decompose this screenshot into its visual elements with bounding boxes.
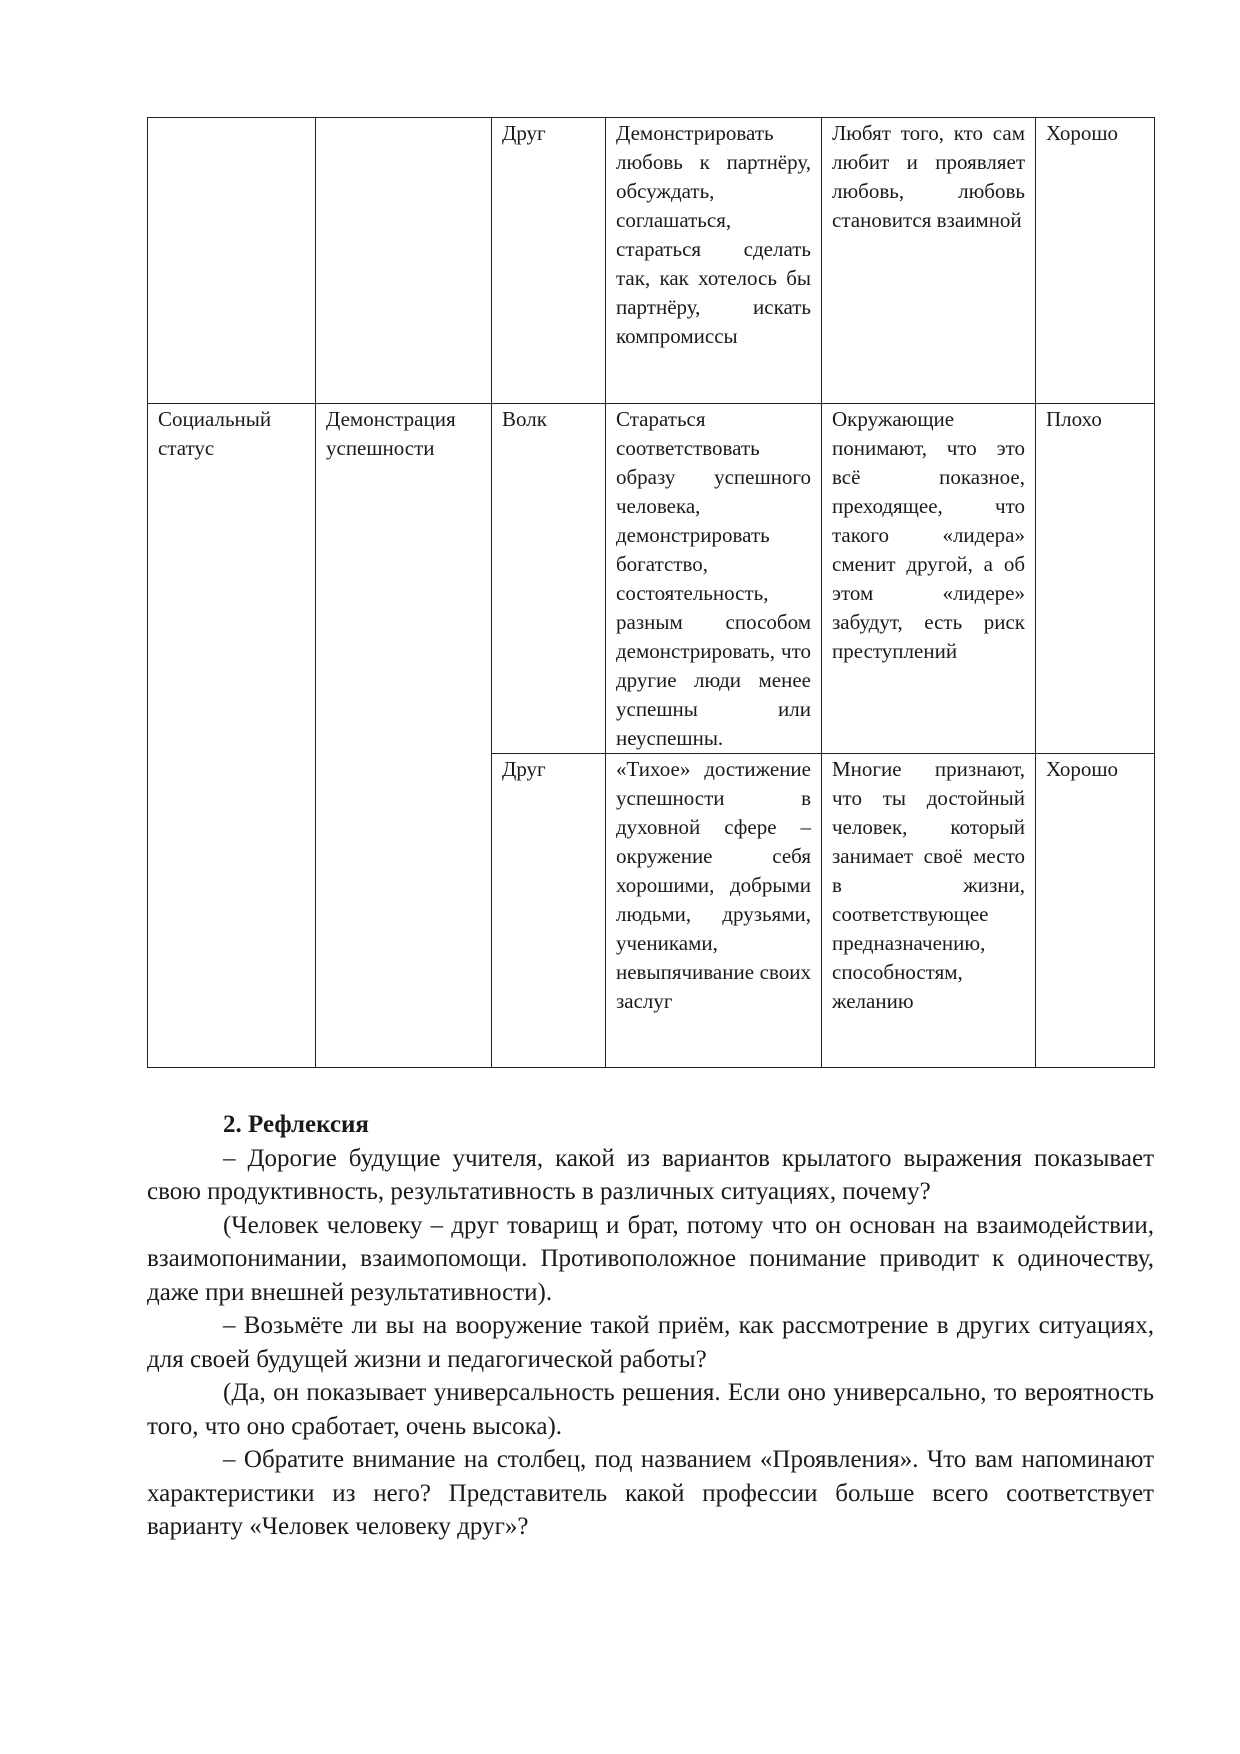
table-cell-result: Любят того, кто сам любит и проявляет любовь, любовь становится взаимной — [822, 118, 1036, 404]
section-heading: 2. Рефлексия — [223, 1111, 369, 1138]
paragraph: – Дорогие будущие учителя, какой из вариантов крылатого выражения показывает свою продуктивность, результативность в различных ситуациях, почему? — [147, 1144, 1154, 1205]
table-cell-sphere — [148, 118, 316, 404]
table-cell-assessment: Хорошо — [1036, 754, 1155, 1068]
table-cell-manifestation: Демонстрировать любовь к партнёру, обсуждать, соглашаться, стараться сделать так, как хотелось бы партнёру, искать компромиссы — [606, 118, 822, 404]
table-cell-assessment: Плохо — [1036, 404, 1155, 754]
table-cell-manifestation: Стараться соответствовать образу успешного человека, демонстрировать богатство, состоятельность, разным способом демонстрировать, что другие люди менее успешны или неуспешны. — [606, 404, 822, 754]
behavior-table — [147, 117, 1155, 1068]
table-row — [148, 404, 1155, 754]
table-cell-assessment: Хорошо — [1036, 118, 1155, 404]
reflexion-section — [147, 1108, 1154, 1544]
table-cell-result: Окружающие понимают, что это всё показное, преходящее, что такого «лидера» сменит другой, а об этом «лидере» забудут, есть риск преступлений — [822, 404, 1036, 754]
table-cell-goal — [316, 118, 492, 404]
table-cell-type: Друг — [492, 118, 606, 404]
table-row — [148, 118, 1155, 404]
paragraph: – Обратите внимание на столбец, под названием «Проявления». Что вам напоминают характеристики из него? Представитель какой профессии больше всего соответствует варианту «Человек человеку друг»? — [147, 1446, 1154, 1540]
table-cell-type: Волк — [492, 404, 606, 754]
paragraph: – Возьмёте ли вы на вооружение такой приём, как рассмотрение в других ситуациях, для своей будущей жизни и педагогической работы? — [147, 1312, 1154, 1373]
table-cell-type: Друг — [492, 754, 606, 1068]
table-cell-sphere: Социальный статус — [148, 404, 316, 1068]
table-cell-result: Многие признают, что ты достойный человек, который занимает своё место в жизни, соответствующее предназначению, способностям, желанию — [822, 754, 1036, 1068]
paragraph: (Да, он показывает универсальность решения. Если оно универсально, то вероятность того, что оно сработает, очень высока). — [147, 1379, 1154, 1440]
table-cell-goal: Демонстрация успешности — [316, 404, 492, 1068]
table-cell-manifestation: «Тихое» достижение успешности в духовной сфере – окружение себя хорошими, добрыми людьми, друзьями, учениками, невыпячивание своих заслуг — [606, 754, 822, 1068]
paragraph: (Человек человеку – друг товарищ и брат, потому что он основан на взаимодействии, взаимопонимании, взаимопомощи. Противоположное понимание приводит к одиночеству, даже при внешней результативности). — [147, 1211, 1154, 1306]
